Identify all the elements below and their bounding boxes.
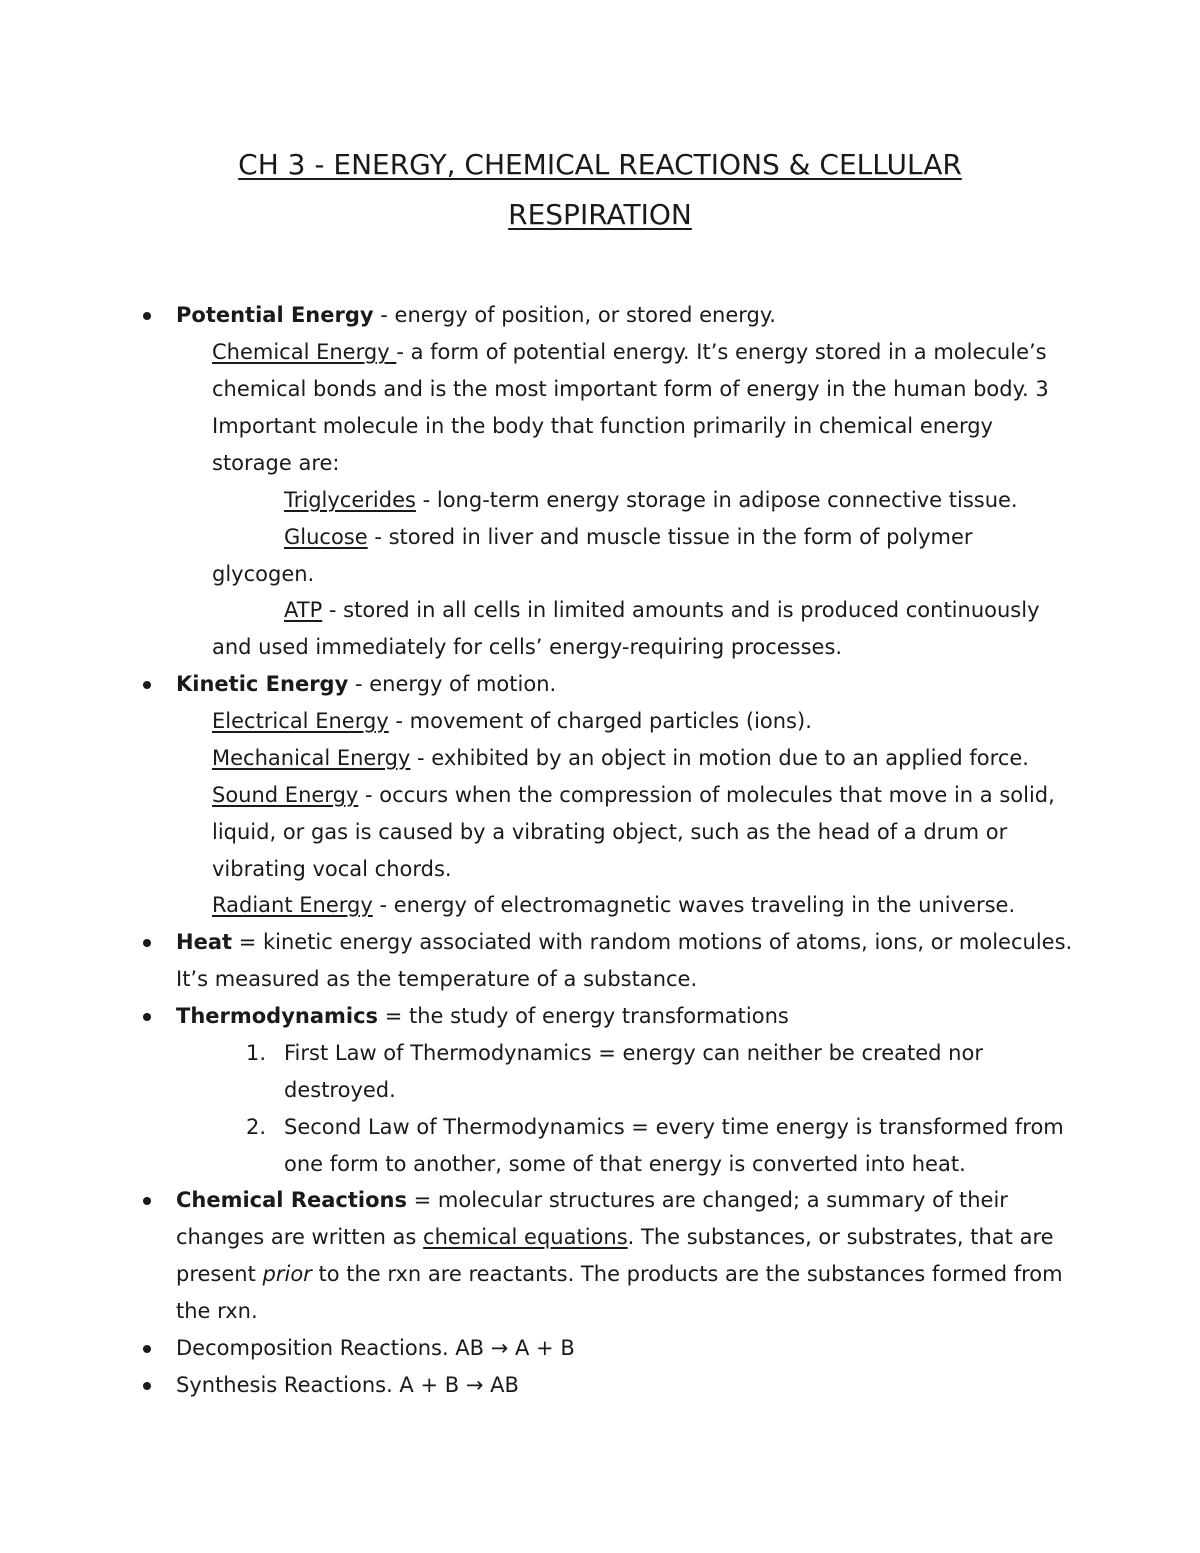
atp-line: ATP - stored in all cells in limited amounts and is produced continuously — [284, 598, 1040, 622]
bullet-icon — [143, 1013, 151, 1021]
bullet-icon — [143, 939, 151, 947]
first-law-line-1: First Law of Thermodynamics = energy can neither be created nor — [284, 1041, 983, 1065]
thermodynamics-line: Thermodynamics = the study of energy transformations — [176, 1004, 789, 1028]
triglycerides-term: Triglycerides — [284, 488, 416, 512]
chemical-energy-line-3: Important molecule in the body that function primarily in chemical energy — [212, 414, 993, 438]
potential-energy-def: - energy of position, or stored energy. — [373, 303, 776, 327]
heat-line-2: It’s measured as the temperature of a substance. — [176, 967, 698, 991]
prior-term: prior — [262, 1262, 312, 1286]
bullet-icon — [143, 1197, 151, 1205]
chemical-reactions-term: Chemical Reactions — [176, 1188, 407, 1212]
chemical-energy-line-2: chemical bonds and is the most important form of energy in the human body. 3 — [212, 377, 1049, 401]
first-law-line-2: destroyed. — [284, 1078, 396, 1102]
electrical-energy-line: Electrical Energy - movement of charged particles (ions). — [212, 709, 812, 733]
sound-energy-term: Sound Energy — [212, 783, 359, 807]
potential-energy-line — [176, 297, 776, 334]
radiant-energy-term: Radiant Energy — [212, 893, 373, 917]
page-title — [100, 140, 1100, 240]
chemical-energy-line-1: Chemical Energy - a form of potential energy. It’s energy stored in a molecule’s — [212, 340, 1047, 364]
glucose-line-cont: glycogen. — [212, 562, 315, 586]
title-line-2: RESPIRATION — [508, 198, 692, 231]
radiant-energy-line: Radiant Energy - energy of electromagnetic waves traveling in the universe. — [212, 893, 1016, 917]
second-law-number: 2. — [246, 1115, 267, 1139]
atp-line-cont: and used immediately for cells’ energy-requiring processes. — [212, 635, 843, 659]
second-law-line-2: one form to another, some of that energy is converted into heat. — [284, 1152, 966, 1176]
sound-energy-line-1: Sound Energy - occurs when the compression of molecules that move in a solid, — [212, 783, 1055, 807]
glucose-line: Glucose - stored in liver and muscle tissue in the form of polymer — [284, 525, 973, 549]
potential-energy-term: Potential Energy — [176, 303, 374, 327]
first-law-number: 1. — [246, 1041, 267, 1065]
sound-energy-line-2: liquid, or gas is caused by a vibrating object, such as the head of a drum or — [212, 820, 1008, 844]
electrical-energy-term: Electrical Energy — [212, 709, 389, 733]
kinetic-energy-term: Kinetic Energy — [176, 672, 349, 696]
chemical-reactions-line-2: changes are written as chemical equations. The substances, or substrates, that are — [176, 1225, 1054, 1249]
mechanical-energy-term: Mechanical Energy — [212, 746, 411, 770]
chemical-energy-term: Chemical Energy — [212, 340, 397, 364]
decomposition-line: Decomposition Reactions. AB → A + B — [176, 1336, 575, 1360]
bullet-icon — [143, 312, 151, 320]
chemical-reactions-line-4: the rxn. — [176, 1299, 258, 1323]
heat-line-1: Heat = kinetic energy associated with random motions of atoms, ions, or molecules. — [176, 930, 1073, 954]
synthesis-line: Synthesis Reactions. A + B → AB — [176, 1373, 519, 1397]
chemical-energy-line-4: storage are: — [212, 451, 340, 475]
chemical-reactions-line-3: present prior to the rxn are reactants. The products are the substances formed from — [176, 1262, 1063, 1286]
triglycerides-line: Triglycerides - long-term energy storage in adipose connective tissue. — [284, 488, 1018, 512]
glucose-term: Glucose — [284, 525, 368, 549]
kinetic-energy-line: Kinetic Energy - energy of motion. — [176, 672, 557, 696]
heat-term: Heat — [176, 930, 233, 954]
bullet-icon — [143, 1382, 151, 1390]
chemical-equations-term: chemical equations — [423, 1225, 628, 1249]
second-law-line-1: Second Law of Thermodynamics = every time energy is transformed from — [284, 1115, 1064, 1139]
bullet-icon — [143, 681, 151, 689]
thermodynamics-term: Thermodynamics — [176, 1004, 379, 1028]
sound-energy-line-3: vibrating vocal chords. — [212, 857, 452, 881]
title-line-1: CH 3 - ENERGY, CHEMICAL REACTIONS & CELLULAR — [238, 148, 962, 181]
chemical-reactions-line-1: Chemical Reactions = molecular structures are changed; a summary of their — [176, 1188, 1008, 1212]
mechanical-energy-line: Mechanical Energy - exhibited by an object in motion due to an applied force. — [212, 746, 1029, 770]
atp-term: ATP — [284, 598, 323, 622]
bullet-icon — [143, 1345, 151, 1353]
